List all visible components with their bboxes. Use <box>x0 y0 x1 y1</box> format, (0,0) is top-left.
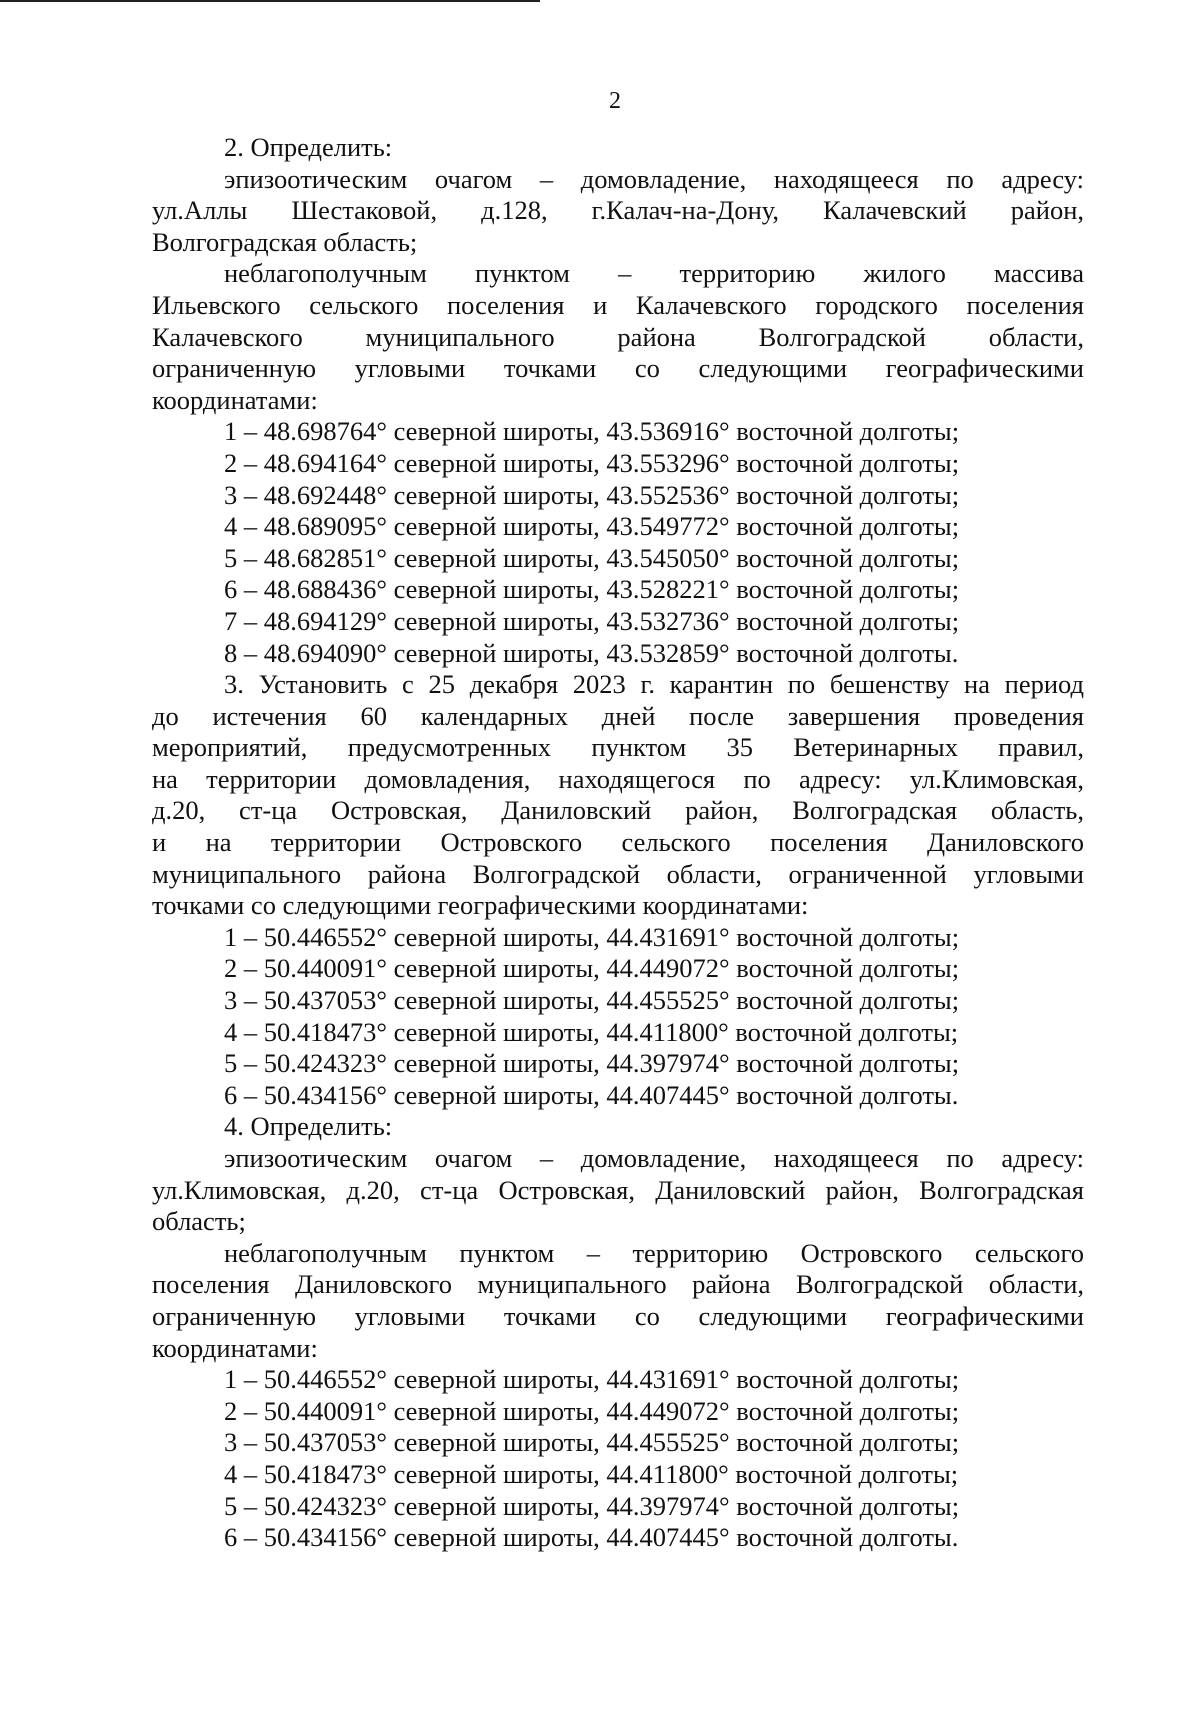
section-4-area-paragraph <box>152 1238 1084 1364</box>
text-line: поселения Даниловского муниципального района Волгоградской области, <box>152 1269 1084 1300</box>
coordinate-item: 4 – 50.418473° северной широты, 44.411800° восточной долготы; <box>224 1458 959 1489</box>
text-line: неблагополучным пунктом – территорию Островского сельского <box>224 1237 1084 1268</box>
text-line: координатами: <box>152 1332 318 1363</box>
coordinate-item: 3 – 50.437053° северной широты, 44.455525° восточной долготы; <box>224 985 960 1016</box>
text-line: муниципального района Волгоградской области, ограниченной угловыми <box>152 858 1084 889</box>
text-line: ограниченную угловыми точками со следующими географическими <box>152 1300 1084 1331</box>
text-line: Калачевского муниципального района Волгоградской области, <box>152 321 1084 352</box>
coordinate-item: 4 – 48.689095° северной широты, 43.549772° восточной долготы; <box>224 511 960 542</box>
coordinate-item: 5 – 48.682851° северной широты, 43.545050° восточной долготы; <box>224 542 960 573</box>
coordinate-item: 8 – 48.694090° северной широты, 43.532859° восточной долготы. <box>224 637 959 668</box>
section-2-area-paragraph <box>152 258 1084 416</box>
coordinate-item: 1 – 48.698764° северной широты, 43.536916° восточной долготы; <box>224 416 960 447</box>
section-3-quarantine-paragraph <box>152 669 1084 922</box>
coordinate-item: 3 – 48.692448° северной широты, 43.552536° восточной долготы; <box>224 479 960 510</box>
text-line: Ильевского сельского поселения и Калачевского городского поселения <box>152 289 1084 320</box>
coordinate-item: 5 – 50.424323° северной широты, 44.397974° восточной долготы; <box>224 1490 960 1521</box>
coordinate-item: 7 – 48.694129° северной широты, 43.532736° восточной долготы; <box>224 605 960 636</box>
page-number: 2 <box>609 88 621 114</box>
text-line: ограниченную угловыми точками со следующими географическими <box>152 353 1084 384</box>
text-line: область; <box>152 1206 246 1237</box>
coordinate-item: 6 – 50.434156° северной широты, 44.407445° восточной долготы. <box>224 1522 959 1553</box>
text-line: ул.Климовская, д.20, ст-ца Островская, Даниловский район, Волгоградская <box>152 1174 1084 1205</box>
coordinate-item: 2 – 50.440091° северной широты, 44.449072° восточной долготы; <box>224 1395 960 1426</box>
coordinate-item: 6 – 50.434156° северной широты, 44.407445° восточной долготы. <box>224 1079 959 1110</box>
coordinate-item: 1 – 50.446552° северной широты, 44.431691° восточной долготы; <box>224 1364 960 1395</box>
text-line: 3. Установить с 25 декабря 2023 г. карантин по бешенству на период <box>224 669 1084 700</box>
document-body <box>152 132 1084 1554</box>
coordinate-item: 3 – 50.437053° северной широты, 44.455525° восточной долготы; <box>224 1427 960 1458</box>
text-line: эпизоотическим очагом – домовладение, находящееся по адресу: <box>224 1143 1084 1173</box>
scan-edge-line <box>0 0 540 2</box>
text-line: ул.Аллы Шестаковой, д.128, г.Калач-на-Дону, Калачевский район, <box>152 195 1084 226</box>
text-line: на территории домовладения, находящегося по адресу: ул.Климовская, <box>152 763 1084 794</box>
section-2-heading: 2. Определить: <box>224 132 393 162</box>
coordinate-item: 6 – 48.688436° северной широты, 43.528221° восточной долготы; <box>224 574 960 605</box>
text-line: Волгоградская область; <box>152 226 418 257</box>
text-line: и на территории Островского сельского поселения Даниловского <box>152 827 1084 858</box>
section-4-heading: 4. Определить: <box>224 1111 393 1142</box>
section-3-coordinates-list <box>152 922 1084 1112</box>
section-2-coordinates-list <box>152 416 1084 669</box>
coordinate-item: 1 – 50.446552° северной широты, 44.431691° восточной долготы; <box>224 921 960 952</box>
text-line: точками со следующими географическими координатами: <box>152 890 809 921</box>
coordinate-item: 2 – 50.440091° северной широты, 44.449072° восточной долготы; <box>224 953 960 984</box>
text-line: эпизоотическим очагом – домовладение, находящееся по адресу: <box>224 163 1084 194</box>
section-2-focus-paragraph <box>152 164 1084 259</box>
text-line: до истечения 60 календарных дней после завершения проведения <box>152 700 1084 731</box>
coordinate-item: 5 – 50.424323° северной широты, 44.397974° восточной долготы; <box>224 1048 960 1079</box>
coordinate-item: 2 – 48.694164° северной широты, 43.553296° восточной долготы; <box>224 447 960 478</box>
text-line: неблагополучным пунктом – территорию жилого массива <box>224 258 1084 289</box>
text-line: мероприятий, предусмотренных пунктом 35 Ветеринарных правил, <box>152 732 1084 763</box>
text-line: координатами: <box>152 384 318 415</box>
section-4-coordinates-list <box>152 1364 1084 1554</box>
text-line: д.20, ст-ца Островская, Даниловский район, Волгоградская область, <box>152 795 1084 826</box>
coordinate-item: 4 – 50.418473° северной широты, 44.411800° восточной долготы; <box>224 1016 959 1047</box>
section-4-focus-paragraph <box>152 1143 1084 1238</box>
